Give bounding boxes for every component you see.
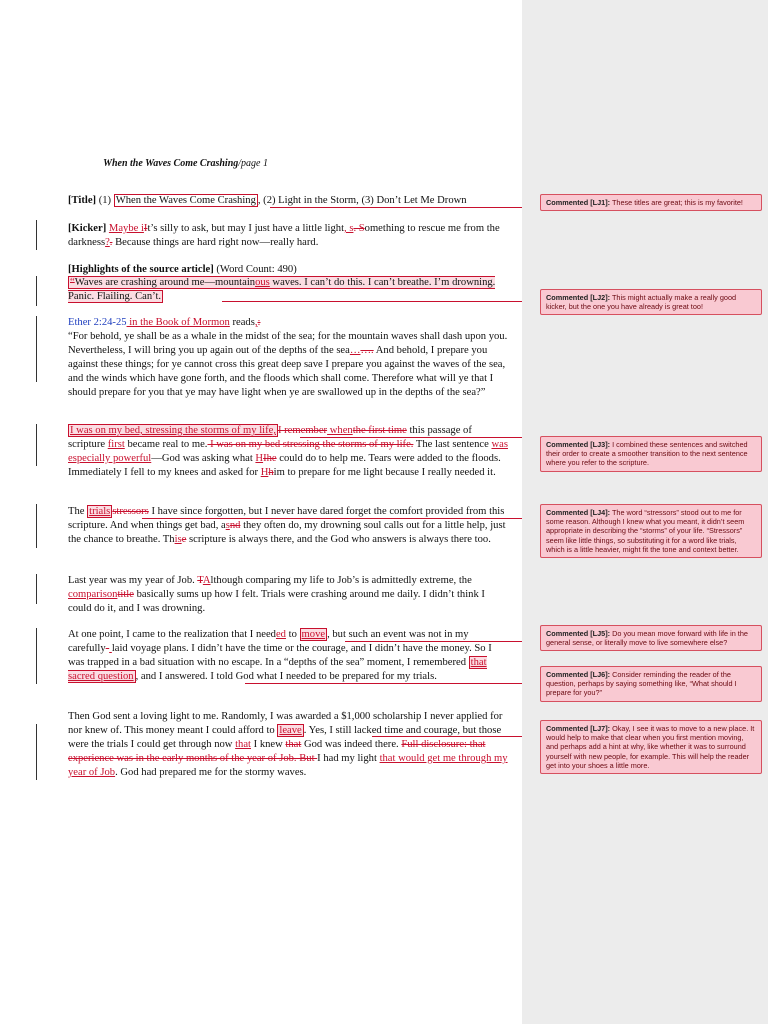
deletion: h bbox=[268, 467, 274, 478]
comment-connector bbox=[142, 518, 540, 519]
commented-text[interactable]: leave bbox=[279, 725, 302, 736]
comment-balloon[interactable] bbox=[540, 720, 762, 774]
comment-text: This might actually make a really good kicker, but the one you have already is great too! bbox=[546, 293, 737, 312]
quote-text: “For behold, ye shall be as a whale in the midst of the sea; for the mountain waves shall dash upon you. Nevertheless, I will bring you up again out of the depths of the sea bbox=[68, 331, 508, 356]
body-text: I had my light bbox=[317, 753, 380, 764]
body-paragraph-trials bbox=[68, 505, 508, 547]
insertion: H bbox=[255, 453, 264, 464]
comment-text: I combined these sentences and switched their order to create a smoother transition to the next sentence where you refer to the scripture. bbox=[546, 440, 748, 468]
insertion: that bbox=[235, 739, 251, 750]
body-text: im to prepare for me light because I really needed it. bbox=[273, 467, 496, 478]
body-text: reads bbox=[229, 317, 255, 328]
comment-connector bbox=[345, 641, 540, 642]
comment-connector bbox=[270, 207, 540, 208]
scripture-quote bbox=[68, 330, 508, 400]
body-paragraph-bed bbox=[68, 424, 508, 480]
kicker-text: Because things are hard right now—really hard. bbox=[112, 237, 319, 248]
deletion: title bbox=[117, 589, 134, 600]
deletion: I bbox=[143, 223, 148, 234]
insertion: Maybe i bbox=[108, 223, 144, 234]
commented-text[interactable]: move bbox=[301, 629, 326, 640]
scripture-intro bbox=[68, 316, 508, 330]
kicker-text: t’s silly to ask, but may I just have a little light bbox=[147, 223, 345, 234]
comment-connector bbox=[372, 736, 540, 737]
insertion: comparison bbox=[68, 589, 118, 600]
body-text: lthough comparing my life to Job’s is admittedly extreme, the bbox=[210, 575, 472, 586]
change-bar bbox=[36, 316, 37, 382]
deletion: I was on my bed stressing the storms of my life. bbox=[207, 439, 414, 450]
comment-label: Commented [LJ1]: bbox=[546, 198, 611, 207]
change-bar bbox=[36, 504, 37, 548]
commented-text[interactable]: trials bbox=[89, 506, 111, 517]
insertion: when bbox=[327, 425, 353, 436]
deletion: : bbox=[257, 317, 261, 328]
deletion: the first time bbox=[352, 425, 407, 436]
change-bar bbox=[36, 276, 37, 306]
commented-text[interactable]: I was on my bed, stressing the storms of my life, bbox=[70, 425, 276, 436]
title-option-1[interactable]: When the Waves Come Crashing bbox=[115, 195, 256, 206]
insertion: ed bbox=[275, 629, 286, 640]
comment-label: Commented [LJ2]: bbox=[546, 293, 611, 302]
page-header bbox=[103, 158, 268, 169]
title-label: [Title] bbox=[68, 195, 97, 206]
scripture-reference-link[interactable]: Ether 2:24-25 bbox=[68, 317, 127, 328]
comment-label: Commented [LJ3]: bbox=[546, 440, 611, 449]
insertion: ? bbox=[105, 237, 110, 248]
change-bar bbox=[36, 220, 37, 250]
change-bar bbox=[36, 424, 37, 466]
body-text: I knew bbox=[251, 739, 286, 750]
comment-connector bbox=[222, 301, 540, 302]
title-paragraph bbox=[68, 194, 508, 208]
header-title: When the Waves Come Crashing bbox=[103, 158, 239, 169]
deletion: . S bbox=[353, 223, 365, 234]
highlights-paragraph-1 bbox=[68, 276, 508, 304]
body-text: Waves are crashing around me—mountain bbox=[74, 277, 256, 288]
change-bar bbox=[36, 574, 37, 604]
highlights-heading bbox=[68, 263, 508, 277]
quote-text: And behold, I prepare you against these things; for ye cannot cross this great deep save I prepare you against the waves of the sea, and the winds which have gone forth, and the floods which shall come. Therefore what will ye that I should prepare for you that ye may have light when ye are swallowed up in the depths of the sea?” bbox=[68, 345, 506, 398]
deletion: e bbox=[181, 534, 187, 545]
body-text: became real to me. bbox=[124, 439, 208, 450]
body-text: God was indeed there. bbox=[301, 739, 399, 750]
commented-text[interactable] bbox=[68, 276, 495, 303]
change-bar bbox=[36, 724, 37, 780]
insertion: … bbox=[349, 345, 361, 356]
comment-text: These titles are great; this is my favorite! bbox=[610, 198, 743, 207]
insertion: , s bbox=[344, 223, 354, 234]
comment-balloon[interactable] bbox=[540, 289, 762, 315]
title-option-number: (1) bbox=[96, 195, 114, 206]
body-text: I have since forgotten, but I never have dared forget the comfort provided from this scripture. And when things get bad, a bbox=[68, 506, 505, 531]
body-text: The last sentence bbox=[413, 439, 492, 450]
deletion: “ bbox=[70, 277, 75, 288]
body-text: waves. I can’t do this. I can’t breathe. I’m drowning. Panic. Flailing. Can’t. bbox=[68, 277, 496, 302]
body-paragraph-move bbox=[68, 628, 508, 684]
insertion: in the Book of Mormon bbox=[126, 317, 230, 328]
change-bar bbox=[36, 628, 37, 684]
comment-text: Consider reminding the reader of the question, perhaps by saying something like, “What should I prepare for you?” bbox=[546, 670, 737, 698]
kicker-paragraph bbox=[68, 222, 508, 250]
body-text: , and I answered. I told God what I needed to be prepared for my trials. bbox=[135, 671, 437, 682]
insertion: first bbox=[107, 439, 125, 450]
deletion: T bbox=[197, 575, 203, 586]
insertion: H bbox=[260, 467, 269, 478]
comment-balloon[interactable] bbox=[540, 194, 762, 211]
deletion: I remember bbox=[277, 425, 328, 436]
comment-text: Okay, I see it was to move to a new place. It would help to make that clear when you first mention moving, and perhaps add a hint at why, like whether it was to surround yourself with new people, for example. This will help the reader get into your shoes a little more. bbox=[546, 724, 755, 770]
body-paragraph-scholarship bbox=[68, 710, 508, 780]
body-text: this passage of scripture bbox=[68, 425, 472, 450]
body-text: to bbox=[285, 629, 300, 640]
comment-balloon[interactable] bbox=[540, 436, 762, 472]
body-text: The bbox=[68, 506, 88, 517]
comment-balloon[interactable] bbox=[540, 504, 762, 558]
comment-balloon[interactable] bbox=[540, 625, 762, 651]
header-page-number: /page 1 bbox=[238, 158, 268, 169]
deletion: stressors bbox=[112, 506, 149, 517]
body-text: could do to help me. Tears were added to the floods. Immediately I fell to my knees and asked for bbox=[68, 453, 501, 478]
highlights-label: [Highlights of the source article] bbox=[68, 264, 214, 275]
comment-text: Do you mean move forward with life in the general sense, or literally move to live somewhere else? bbox=[546, 629, 748, 648]
deletion: I bbox=[263, 453, 267, 464]
body-text: laid voyage plans. I didn’t have the time or the courage, and I didn’t have the money. So I was trapped in a bad situation with no escape. In a “depths of the sea” moment, I remembered bbox=[68, 643, 492, 668]
kicker-text: omething to rescue me from the darkness bbox=[68, 223, 500, 248]
body-text: At one point, I came to the realization that I need bbox=[68, 629, 276, 640]
insertion: A bbox=[202, 575, 211, 586]
commented-text[interactable]: that sacred question bbox=[68, 657, 487, 682]
deletion: Full disclosure: that experience was in the early months of the year of Job. But bbox=[68, 739, 486, 764]
body-text: , but such an event was not in my carefully bbox=[68, 629, 469, 654]
insertion: that would get me through my year of Job bbox=[68, 753, 508, 778]
comment-connector bbox=[300, 437, 540, 438]
body-text: basically sums up how I felt. Trials were crashing around me daily. I didn’t think I could do it, and I was drowning. bbox=[68, 589, 485, 614]
deletion: that bbox=[285, 739, 302, 750]
deletion: . bbox=[109, 237, 113, 248]
insertion: is bbox=[174, 534, 182, 545]
deletion: …. bbox=[360, 345, 374, 356]
title-options-rest: , (2) Light in the Storm, (3) Don’t Let Me Drown bbox=[257, 195, 467, 206]
comment-label: Commented [LJ4]: bbox=[546, 508, 611, 517]
body-paragraph-job bbox=[68, 574, 508, 616]
kicker-label: [Kicker] bbox=[68, 223, 107, 234]
insertion: was especially powerful bbox=[68, 439, 508, 464]
comment-connector bbox=[245, 683, 540, 684]
insertion: s bbox=[225, 520, 230, 531]
body-text: Last year was my year of Job. bbox=[68, 575, 198, 586]
body-text: scripture is always there, and the God who answers is always there too. bbox=[186, 534, 491, 545]
body-text: —God was asking what bbox=[151, 453, 256, 464]
body-text: . Yes, I still lacked time and courage, but those were the trials I could get through now bbox=[68, 725, 502, 750]
insertion: ous bbox=[255, 277, 270, 288]
comment-label: Commented [LJ5]: bbox=[546, 629, 611, 638]
deletion: he bbox=[266, 453, 277, 464]
comment-text: The word “stressors” stood out to me for some reason. Although I knew what you meant, it didn’t seem appropriate in describing the “storms” of your life. “Stressors” seem like little things, so substituting it for a word like trials, which is a little heavier, might fit the tone and context better. bbox=[546, 508, 745, 554]
comment-label: Commented [LJ7]: bbox=[546, 724, 611, 733]
deletion: nd bbox=[229, 520, 241, 531]
deletion: - bbox=[105, 643, 110, 654]
body-text: they often do, my drowning soul calls out for a little help, just the chance to breathe. Th bbox=[68, 520, 506, 545]
body-text: Then God sent a loving light to me. Randomly, I was awarded a $1,000 scholarship I never applied for nor knew of. This money meant I could afford to bbox=[68, 711, 503, 736]
word-count: (Word Count: 490) bbox=[213, 264, 297, 275]
comment-label: Commented [LJ6]: bbox=[546, 670, 611, 679]
insertion: , bbox=[254, 317, 258, 328]
comment-balloon[interactable] bbox=[540, 666, 762, 702]
body-text: . God had prepared me for the stormy waves. bbox=[115, 767, 307, 778]
